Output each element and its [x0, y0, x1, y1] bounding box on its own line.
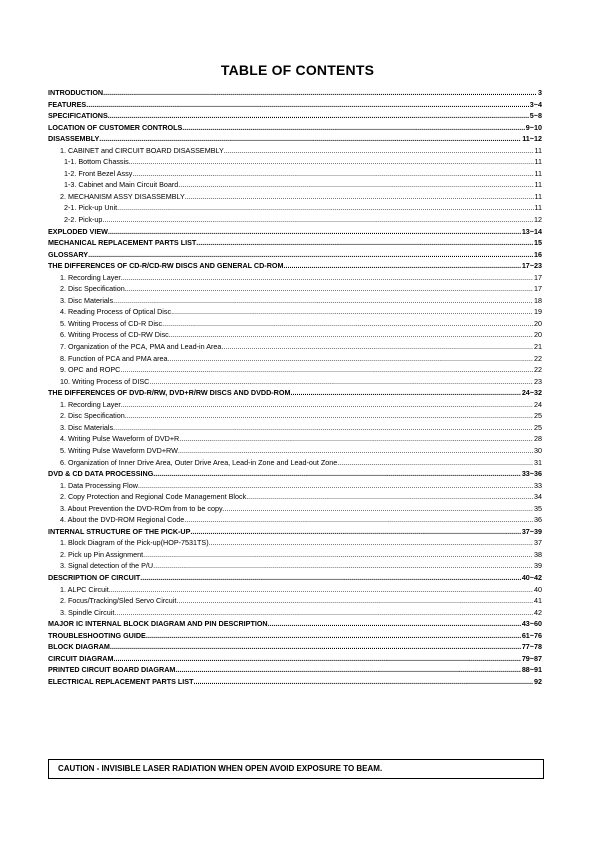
toc-entry-label: 2. Pick up Pin Assignment	[60, 549, 144, 559]
toc-entry	[48, 318, 542, 330]
toc-entry-label: DISASSEMBLY	[48, 134, 100, 144]
toc-entry-label: 3. Disc Materials	[60, 295, 114, 305]
toc-entry-page: 11	[534, 203, 542, 213]
toc-entry-page: 41	[534, 596, 542, 606]
toc-entry	[48, 145, 542, 157]
dot-leader	[129, 156, 534, 168]
toc-entry	[48, 226, 542, 238]
toc-entry-page: 31	[534, 457, 542, 467]
toc-entry	[48, 653, 542, 665]
toc-entry-label: 1-3. Cabinet and Main Circuit Board	[64, 180, 179, 190]
toc-entry-label: 2-1. Pick-up Unit	[64, 203, 118, 213]
toc-entry-label: 4. Writing Pulse Waveform of DVD+R	[60, 434, 180, 444]
toc-entry	[48, 618, 542, 630]
toc-entry-page: 18	[534, 295, 542, 305]
toc-entry	[48, 607, 542, 619]
toc-entry-label: CIRCUIT DIAGRAM	[48, 653, 114, 663]
toc-entry-label: INTRODUCTION	[48, 88, 104, 97]
toc-entry	[48, 514, 542, 526]
toc-entry	[48, 168, 542, 180]
dot-leader	[113, 422, 533, 434]
dot-leader	[102, 214, 533, 226]
toc-entry-label: 1. CABINET and CIRCUIT BOARD DISASSEMBLY	[60, 145, 224, 155]
dot-leader	[337, 457, 533, 469]
toc-entry-page: 36	[534, 515, 542, 525]
toc-entry-label: 6. Writing Process of CD-RW Disc	[60, 330, 169, 340]
toc-entry-page: 28	[534, 434, 542, 444]
toc-entry	[48, 422, 542, 434]
dot-leader	[88, 249, 533, 261]
toc-entry-label: 1. Block Diagram of the Pick-up(HOP-7531TS)	[60, 538, 209, 548]
page-title: TABLE OF CONTENTS	[220, 62, 375, 78]
toc-entry-page: 33	[534, 480, 542, 490]
toc-entry	[48, 468, 542, 480]
dot-leader	[125, 410, 533, 422]
toc-entry	[48, 445, 542, 457]
toc-entry-page: 3~4	[529, 99, 542, 109]
toc-entry-page: 77~78	[521, 642, 542, 652]
toc-entry	[48, 283, 542, 295]
toc-entry-label: 1. Recording Layer	[60, 272, 121, 282]
toc-entry	[48, 249, 542, 261]
dot-leader	[184, 514, 533, 526]
dot-leader	[108, 226, 521, 238]
toc-entry	[48, 457, 542, 469]
toc-entry	[48, 560, 542, 572]
toc-entry-page: 13~14	[521, 226, 542, 236]
dot-leader	[113, 295, 533, 307]
toc-entry-label: THE DIFFERENCES OF CD-R/CD-RW DISCS AND GENERAL CD-ROM	[48, 261, 284, 271]
toc-entry-page: 33~36	[521, 469, 542, 479]
dot-leader	[167, 353, 533, 365]
toc-entry-label: 2. MECHANISM ASSY DISASSEMBLY	[60, 191, 185, 201]
dot-leader	[153, 468, 521, 480]
toc-entry-page: 21	[534, 342, 542, 352]
toc-entry	[48, 676, 542, 688]
dot-leader	[223, 503, 533, 515]
toc-entry	[48, 572, 542, 584]
toc-entry-page: 11~12	[522, 134, 542, 144]
dot-leader	[146, 630, 521, 642]
toc-entry-page: 39	[534, 561, 542, 571]
toc-entry-label: 3. Disc Materials	[60, 422, 114, 432]
toc-entry-page: 19	[534, 307, 542, 317]
toc-entry-label: 4. Reading Process of Optical Disc	[60, 307, 172, 317]
toc-entry	[48, 110, 542, 122]
toc-entry	[48, 99, 542, 111]
dot-leader	[108, 110, 529, 122]
dot-leader	[149, 376, 533, 388]
toc-entry-label: 2. Disc Specification	[60, 411, 125, 421]
dot-leader	[268, 618, 521, 630]
dot-leader	[224, 145, 534, 157]
toc-entry-label: FEATURES	[48, 99, 87, 109]
toc-entry-label: DESCRIPTION OF CIRCUIT	[48, 572, 141, 582]
toc-entry	[48, 387, 542, 399]
toc-entry-page: 37	[534, 538, 542, 548]
toc-entry-label: 5. Writing Pulse Waveform DVD+RW	[60, 445, 178, 455]
toc-entry-label: 3. About Prevention the DVD-ROm from to be copy	[60, 503, 223, 513]
toc-entry	[48, 214, 542, 226]
dot-leader	[290, 387, 520, 399]
toc-entry	[48, 341, 542, 353]
toc-entry-page: 9~10	[525, 122, 542, 132]
dot-leader	[138, 480, 533, 492]
dot-leader	[178, 179, 533, 191]
toc-entry-label: PRINTED CIRCUIT BOARD DIAGRAM	[48, 665, 176, 675]
toc-entry-label: 7. Organization of the PCA, PMA and Lead-in Area	[60, 342, 222, 352]
dot-leader	[114, 607, 533, 619]
dot-leader	[109, 584, 533, 596]
caution-notice: CAUTION - INVISIBLE LASER RADIATION WHEN OPEN AVOID EXPOSURE TO BEAM.	[48, 759, 544, 779]
toc-entry-label: 1-2. Front Bezel Assy	[64, 168, 133, 178]
toc-entry	[48, 133, 542, 145]
toc-entry	[48, 202, 542, 214]
dot-leader	[86, 99, 529, 111]
toc-entry	[48, 584, 542, 596]
toc-entry-page: 11	[534, 157, 542, 167]
toc-entry-label: 1. Data Processing Flow	[60, 480, 138, 490]
toc-entry-label: 10. Writing Process of DISC	[60, 376, 150, 386]
toc-entry-page: 40~42	[521, 572, 542, 582]
toc-entry-page: 25	[534, 411, 542, 421]
dot-leader	[283, 260, 520, 272]
toc-entry	[48, 306, 542, 318]
toc-entry-page: 79~87	[521, 653, 542, 663]
toc-entry	[48, 179, 542, 191]
toc-entry-page: 15	[534, 238, 542, 248]
toc-entry	[48, 433, 542, 445]
dot-leader	[140, 572, 521, 584]
toc-entry	[48, 526, 542, 538]
toc-entry	[48, 260, 542, 272]
toc-entry-label: 1. ALPC Circuit	[60, 584, 109, 594]
dot-leader	[182, 122, 525, 134]
toc-entry	[48, 399, 542, 411]
dot-leader	[209, 537, 533, 549]
dot-leader	[178, 445, 533, 457]
toc-entry	[48, 376, 542, 388]
toc-entry	[48, 641, 542, 653]
toc-entry	[48, 295, 542, 307]
toc-entry-page: 61~76	[521, 630, 542, 640]
toc-entry-page: 30	[534, 445, 542, 455]
dot-leader	[120, 364, 533, 376]
toc-entry-page: 22	[534, 353, 542, 363]
toc-entry-page: 42	[534, 607, 542, 617]
toc-entry-label: 2. Copy Protection and Regional Code Management Block	[60, 492, 247, 502]
toc-entry	[48, 503, 542, 515]
toc-entry-page: 11	[534, 180, 542, 190]
dot-leader	[246, 491, 533, 503]
toc-entry	[48, 329, 542, 341]
dot-leader	[132, 168, 533, 180]
toc-entry-page: 23	[534, 376, 542, 386]
toc-entry-page: 43~60	[521, 619, 542, 629]
toc-entry	[48, 364, 542, 376]
toc-entry-label: INTERNAL STRUCTURE OF THE PICK-UP	[48, 526, 191, 536]
toc-entry	[48, 122, 542, 134]
dot-leader	[113, 653, 520, 665]
toc-entry-label: 2-2. Pick-up	[64, 215, 103, 225]
toc-entry-label: TROUBLESHOOTING GUIDE	[48, 630, 146, 640]
toc-entry-label: 2. Disc Specification	[60, 284, 125, 294]
toc-entry	[48, 491, 542, 503]
dot-leader	[169, 329, 533, 341]
toc-entry-label: LOCATION OF CUSTOMER CONTROLS	[48, 122, 183, 132]
toc-entry-page: 5~8	[529, 111, 542, 121]
toc-entry	[48, 537, 542, 549]
toc-entry-page: 3	[538, 88, 542, 97]
dot-leader	[179, 433, 533, 445]
toc-entry-page: 34	[534, 492, 542, 502]
dot-leader	[103, 87, 537, 99]
toc-entry	[48, 630, 542, 642]
dot-leader	[110, 641, 521, 653]
toc-entry	[48, 410, 542, 422]
toc-entry-label: 4. About the DVD-ROM Regional Code	[60, 515, 185, 525]
toc-entry-page: 16	[534, 249, 542, 259]
toc-entry-page: 35	[534, 503, 542, 513]
toc-entry-label: SPECIFICATIONS	[48, 111, 108, 121]
dot-leader	[221, 341, 533, 353]
dot-leader	[125, 283, 533, 295]
toc-entry-label: 3. Spindle Circuit	[60, 607, 115, 617]
toc-entry-label: 2. Focus/Tracking/Sled Servo Circuit	[60, 596, 177, 606]
toc-entry-label: MECHANICAL REPLACEMENT PARTS LIST	[48, 238, 197, 248]
table-of-contents	[48, 87, 542, 687]
toc-entry-page: 17	[534, 272, 542, 282]
dot-leader	[176, 595, 533, 607]
dot-leader	[196, 237, 533, 249]
dot-leader	[143, 549, 533, 561]
toc-entry-page: 88~91	[521, 665, 542, 675]
toc-entry	[48, 480, 542, 492]
toc-entry-page: 92	[534, 676, 542, 686]
toc-entry-page: 38	[534, 549, 542, 559]
toc-entry-page: 20	[534, 330, 542, 340]
toc-entry-page: 11	[534, 191, 542, 201]
toc-entry	[48, 191, 542, 203]
toc-entry	[48, 237, 542, 249]
dot-leader	[162, 318, 533, 330]
toc-entry	[48, 87, 542, 99]
toc-entry	[48, 664, 542, 676]
toc-entry	[48, 353, 542, 365]
dot-leader	[121, 399, 533, 411]
toc-entry-page: 37~39	[521, 526, 542, 536]
toc-entry-page: 12	[534, 215, 542, 225]
toc-entry-label: 5. Writing Process of CD-R Disc	[60, 318, 163, 328]
toc-entry-label: MAJOR IC INTERNAL BLOCK DIAGRAM AND PIN DESCRIPTION	[48, 619, 268, 629]
dot-leader	[99, 133, 521, 145]
toc-entry	[48, 156, 542, 168]
toc-entry	[48, 272, 542, 284]
toc-entry-label: DVD & CD DATA PROCESSING	[48, 469, 154, 479]
toc-entry-label: BLOCK DIAGRAM	[48, 642, 110, 652]
toc-entry-label: 3. Signal detection of the P/U	[60, 561, 154, 571]
dot-leader	[190, 526, 520, 538]
toc-entry-label: THE DIFFERENCES OF DVD-R/RW, DVD+R/RW DISCS AND DVDD-ROM	[48, 388, 291, 398]
toc-entry-page: 20	[534, 318, 542, 328]
dot-leader	[185, 191, 534, 203]
dot-leader	[117, 202, 533, 214]
toc-entry-label: 1-1. Bottom Chassis	[64, 157, 129, 167]
toc-entry-page: 17	[534, 284, 542, 294]
toc-entry-page: 24	[534, 399, 542, 409]
dot-leader	[153, 560, 533, 572]
toc-entry-label: 6. Organization of Inner Drive Area, Outer Drive Area, Lead-in Zone and Lead-out Zone	[60, 457, 338, 467]
toc-entry	[48, 595, 542, 607]
toc-entry-label: 9. OPC and ROPC	[60, 365, 121, 375]
toc-entry-label: GLOSSARY	[48, 249, 89, 259]
toc-entry-page: 17~23	[521, 261, 542, 271]
toc-entry-page: 11	[534, 168, 542, 178]
dot-leader	[193, 676, 533, 688]
toc-entry-label: EXPLODED VIEW	[48, 226, 108, 236]
dot-leader	[171, 306, 533, 318]
dot-leader	[121, 272, 533, 284]
toc-entry-label: 1. Recording Layer	[60, 399, 121, 409]
dot-leader	[175, 664, 520, 676]
toc-entry	[48, 549, 542, 561]
toc-entry-page: 11	[534, 145, 542, 155]
toc-entry-label: ELECTRICAL REPLACEMENT PARTS LIST	[48, 676, 194, 686]
toc-entry-page: 40	[534, 584, 542, 594]
toc-entry-page: 22	[534, 365, 542, 375]
toc-entry-page: 25	[534, 422, 542, 432]
toc-entry-page: 24~32	[521, 388, 542, 398]
toc-entry-label: 8. Function of PCA and PMA area	[60, 353, 168, 363]
